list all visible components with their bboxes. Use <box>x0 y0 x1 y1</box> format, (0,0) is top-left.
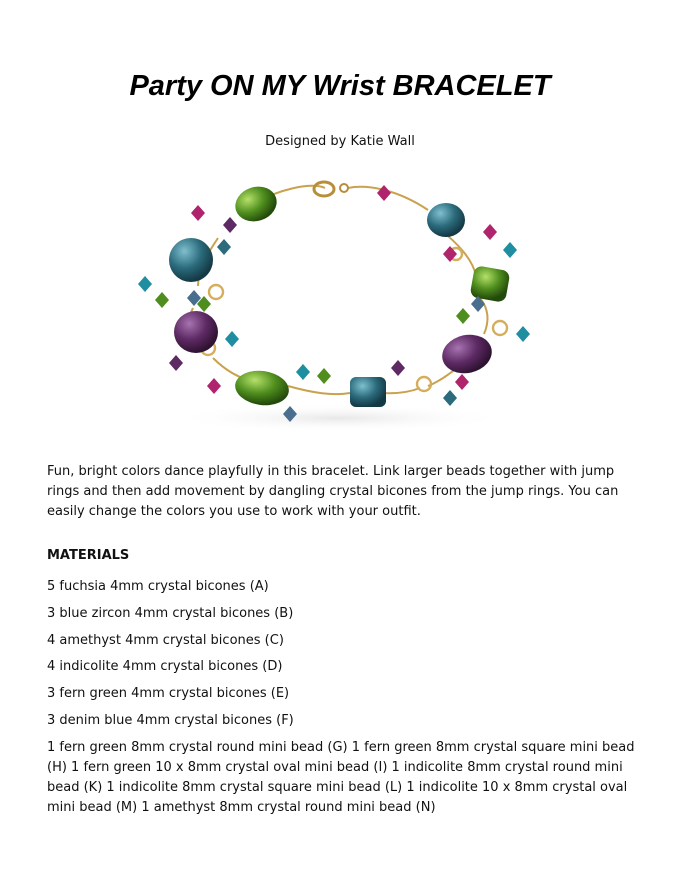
list-item: 3 fern green 4mm crystal bicones (E) <box>47 686 290 702</box>
list-item: 3 denim blue 4mm crystal bicones (F) <box>47 712 294 728</box>
list-item: 4 indicolite 4mm crystal bicones (D) <box>47 659 283 675</box>
list-item: 3 blue zircon 4mm crystal bicones (B) <box>47 605 294 621</box>
intro-paragraph: Fun, bright colors dance playfully in this bracelet. Link larger beads together with jump rings and then add movement by dangling crystal bicones from the jump rings. You can easily change the colors you use to work with your outfit. <box>47 464 619 519</box>
list-item: 4 amethyst 4mm crystal bicones (C) <box>47 632 284 648</box>
page-title: Party ON MY Wrist BRACELET <box>129 70 551 102</box>
lobster-clasp <box>314 182 348 196</box>
bracelet-photo <box>128 168 548 448</box>
materials-heading: MATERIALS <box>47 548 130 563</box>
list-item: 5 fuchsia 4mm crystal bicones (A) <box>47 579 269 594</box>
list-item: 1 fern green 8mm crystal round mini bead (G) 1 fern green 8mm crystal square mini bead (H) 1 fern green 10 x 8mm crystal oval mini bead (I) 1 indicolite 8mm crystal round mini bead (K) 1 indicolite 8mm crystal square mini bead (L) 1 indicolite 10 x 8mm crystal oval mini bead (M) 1 amethyst 8mm crystal round mini bead (N) <box>47 739 635 815</box>
materials-list <box>47 577 637 825</box>
designer-byline: Designed by Katie Wall <box>265 134 415 149</box>
